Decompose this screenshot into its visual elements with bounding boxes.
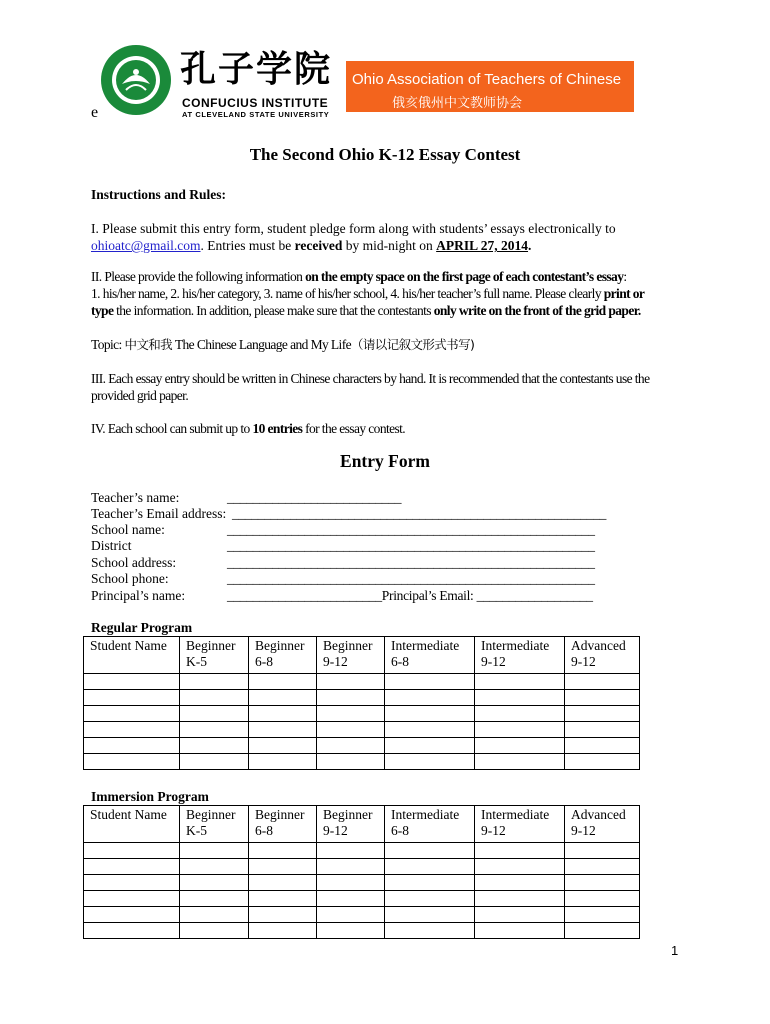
regular-program-table bbox=[83, 636, 640, 770]
table-row[interactable] bbox=[84, 722, 640, 738]
confucius-institute-subtitle: AT CLEVELAND STATE UNIVERSITY bbox=[182, 110, 330, 119]
principal-name-label: Principal’s name: bbox=[91, 588, 186, 603]
header-beginner-9-12: Beginner 9-12 bbox=[317, 806, 385, 843]
table-row[interactable] bbox=[84, 891, 640, 907]
rule-ii-addition: the information. In addition, please make sure that the contestants bbox=[113, 303, 434, 318]
rule-ii-text: II. Please provide the following information bbox=[91, 269, 306, 284]
header-intermediate-6-8: Intermediate 6-8 bbox=[385, 806, 475, 843]
oatc-chinese-name: 俄亥俄州中文教师协会 bbox=[392, 96, 523, 111]
rule-i-line1: I. Please submit this entry form, student pledge form along with students’ essays electronically to bbox=[91, 221, 616, 236]
table-header-row bbox=[84, 806, 640, 843]
header-beginner-k5: Beginner K-5 bbox=[180, 637, 249, 674]
rule-ii-list: 1. his/her name, 2. his/her category, 3. name of his/her school, 4. his/her teacher’s full name. Please clearly bbox=[91, 286, 604, 301]
rule-iv-text: IV. Each school can submit up to bbox=[91, 421, 253, 436]
rule-iii-line2: provided grid paper. bbox=[91, 388, 189, 403]
rule-ii-type: type bbox=[91, 303, 114, 318]
table-header-row bbox=[84, 637, 640, 674]
school-name-field[interactable]: _________________________________________________________ bbox=[227, 522, 595, 537]
teacher-name-label: Teacher’s name: bbox=[91, 490, 180, 505]
rule-ii-print: print or bbox=[603, 286, 645, 301]
topic-chinese: 中文和我 bbox=[124, 337, 173, 352]
rule-i-line2 bbox=[91, 237, 531, 254]
immersion-program-table bbox=[83, 805, 640, 939]
topic-line bbox=[91, 336, 474, 353]
rule-iv bbox=[91, 420, 405, 437]
header-beginner-6-8: Beginner 6-8 bbox=[249, 637, 317, 674]
principal-fields[interactable]: ________________________Principal’s Email: __________________ bbox=[227, 588, 593, 603]
school-phone-label: School phone: bbox=[91, 571, 169, 586]
header-intermediate-9-12: Intermediate 9-12 bbox=[475, 637, 565, 674]
school-name-label: School name: bbox=[91, 522, 165, 537]
oatc-english-name: Ohio Association of Teachers of Chinese bbox=[352, 71, 622, 88]
rule-iv-end: for the essay contest. bbox=[302, 421, 406, 436]
regular-program-title: Regular Program bbox=[91, 620, 193, 635]
contest-email-link[interactable]: ohioatc@gmail.com bbox=[91, 238, 201, 253]
table-row[interactable] bbox=[84, 738, 640, 754]
table-row[interactable] bbox=[84, 706, 640, 722]
confucius-institute-seal-logo bbox=[100, 44, 172, 116]
page-number: 1 bbox=[671, 943, 679, 958]
school-address-label: School address: bbox=[91, 555, 177, 570]
table-row[interactable] bbox=[84, 875, 640, 891]
rule-i-text: . Entries must be bbox=[200, 238, 295, 253]
header-student-name: Student Name bbox=[84, 806, 180, 843]
rule-ii-line1 bbox=[91, 268, 627, 285]
topic-note: （请以记叙文形式书写) bbox=[350, 337, 475, 352]
rule-ii-line3 bbox=[91, 302, 641, 319]
district-label: District bbox=[91, 538, 132, 553]
rule-i-received: received bbox=[294, 238, 343, 253]
rule-ii-line2 bbox=[91, 285, 644, 302]
rule-i-deadline: APRIL 27, 2014 bbox=[436, 238, 529, 253]
header-advanced-9-12: Advanced 9-12 bbox=[565, 806, 640, 843]
school-address-field[interactable]: _________________________________________________________ bbox=[227, 555, 595, 570]
rule-ii-colon: : bbox=[623, 269, 627, 284]
teacher-email-field[interactable]: __________________________________________________________ bbox=[232, 506, 607, 521]
instructions-heading: Instructions and Rules: bbox=[91, 187, 227, 202]
topic-label: Topic: bbox=[91, 337, 125, 352]
topic-english: The Chinese Language and My Life bbox=[172, 337, 351, 352]
table-row[interactable] bbox=[84, 674, 640, 690]
table-row[interactable] bbox=[84, 859, 640, 875]
confucius-institute-name: CONFUCIUS INSTITUTE bbox=[182, 96, 329, 110]
school-phone-field[interactable]: _________________________________________________________ bbox=[227, 571, 595, 586]
district-field[interactable]: _________________________________________________________ bbox=[227, 538, 595, 553]
rule-iii-line1: III. Each essay entry should be written in Chinese characters by hand. It is recommended that the contestants use the bbox=[91, 371, 650, 386]
teacher-email-label: Teacher’s Email address: bbox=[91, 506, 227, 521]
oatc-banner-logo bbox=[346, 61, 634, 112]
rule-ii-emphasis: on the empty space on the first page of each contestant’s essay bbox=[305, 269, 624, 284]
table-row[interactable] bbox=[84, 754, 640, 770]
rule-iv-entries: 10 entries bbox=[252, 421, 303, 436]
table-row[interactable] bbox=[84, 923, 640, 939]
header-intermediate-6-8: Intermediate 6-8 bbox=[385, 637, 475, 674]
immersion-program-title: Immersion Program bbox=[91, 789, 209, 804]
header-intermediate-9-12: Intermediate 9-12 bbox=[475, 806, 565, 843]
table-row[interactable] bbox=[84, 690, 640, 706]
rule-i-text2: by mid-night on bbox=[342, 238, 437, 253]
rule-i-end: . bbox=[528, 238, 532, 253]
table-row[interactable] bbox=[84, 843, 640, 859]
header-advanced-9-12: Advanced 9-12 bbox=[565, 637, 640, 674]
header-beginner-k5: Beginner K-5 bbox=[180, 806, 249, 843]
table-row[interactable] bbox=[84, 907, 640, 923]
stray-character: e bbox=[91, 104, 99, 121]
header-beginner-9-12: Beginner 9-12 bbox=[317, 637, 385, 674]
header-beginner-6-8: Beginner 6-8 bbox=[249, 806, 317, 843]
document-title: The Second Ohio K-12 Essay Contest bbox=[249, 145, 521, 164]
confucius-institute-chinese-logotype: 孔子学院 bbox=[180, 49, 333, 90]
header-student-name: Student Name bbox=[84, 637, 180, 674]
rule-ii-grid-note: only write on the front of the grid paper. bbox=[433, 303, 641, 318]
entry-form-heading: Entry Form bbox=[340, 451, 430, 471]
teacher-name-field[interactable]: ___________________________ bbox=[227, 490, 402, 505]
